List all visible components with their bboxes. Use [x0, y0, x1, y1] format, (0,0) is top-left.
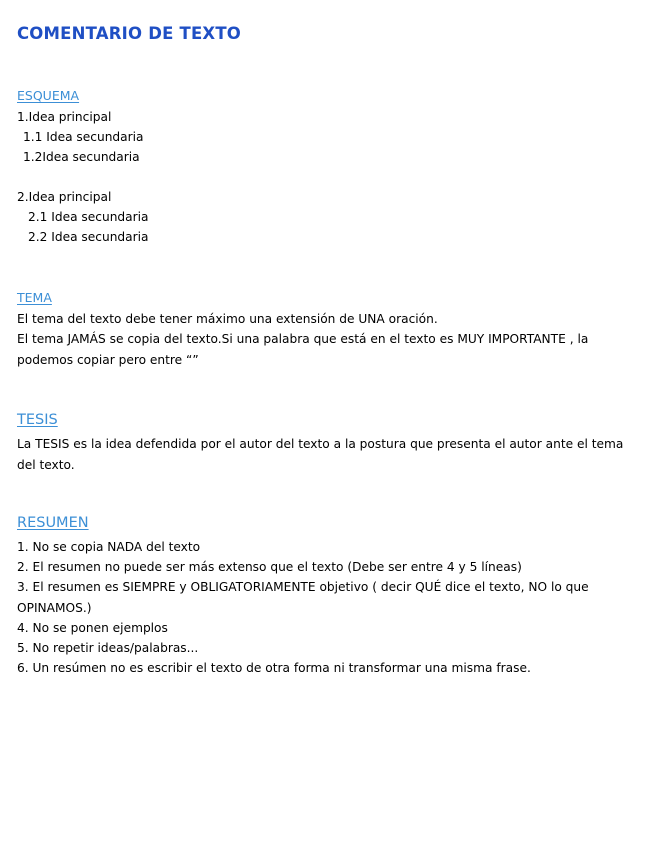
tesis-paragraph: La TESIS es la idea defendida por el autor del texto a la postura que presenta el autor ante el tema del texto.: [17, 437, 624, 472]
esquema-item: 1.Idea principal: [17, 110, 112, 124]
tema-line: El tema del texto debe tener máximo una extensión de UNA oración.: [17, 312, 438, 326]
tema-paragraph: El tema JAMÁS se copia del texto.Si una palabra que está en el texto es MUY IMPORTANTE , la podemos copiar pero entre “”: [17, 332, 589, 367]
resumen-item: 5. No repetir ideas/palabras...: [17, 641, 199, 655]
resumen-heading: RESUMEN: [17, 515, 89, 531]
tesis-heading: TESIS: [17, 412, 58, 428]
esquema-item: 2.2 Idea secundaria: [28, 230, 149, 244]
esquema-item: 2.Idea principal: [17, 190, 112, 204]
tema-heading: TEMA: [17, 290, 52, 305]
resumen-item: 3. El resumen es SIEMPRE y OBLIGATORIAMENTE objetivo ( decir QUÉ dice el texto, NO lo que OPINAMOS.): [17, 580, 589, 615]
resumen-item: 6. Un resúmen no es escribir el texto de otra forma ni transformar una misma frase.: [17, 661, 531, 675]
resumen-item: 1. No se copia NADA del texto: [17, 540, 201, 554]
resumen-item: 2. El resumen no puede ser más extenso que el texto (Debe ser entre 4 y 5 líneas): [17, 560, 522, 574]
esquema-heading: ESQUEMA: [17, 88, 80, 103]
esquema-item: 1.1 Idea secundaria: [23, 130, 144, 144]
resumen-item: 4. No se ponen ejemplos: [17, 621, 168, 635]
document-title: COMENTARIO DE TEXTO: [17, 24, 242, 43]
esquema-item: 2.1 Idea secundaria: [28, 210, 149, 224]
esquema-item: 1.2Idea secundaria: [23, 150, 140, 164]
